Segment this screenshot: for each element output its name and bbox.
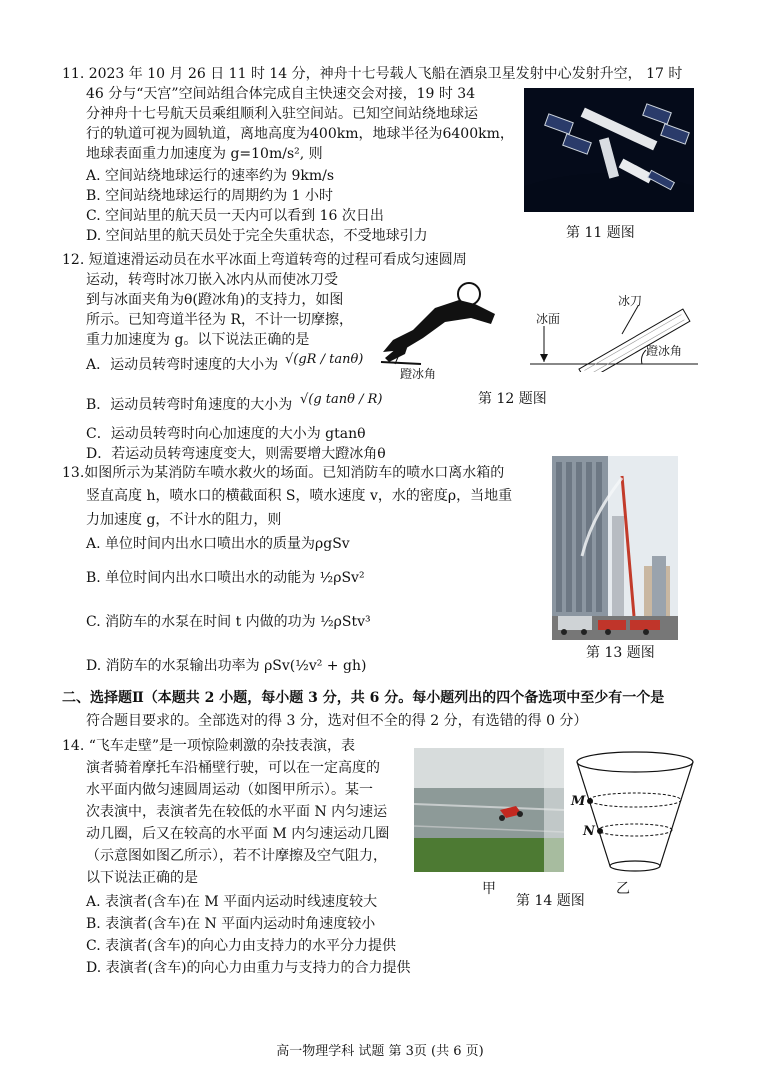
q13-line-3: 力加速度 g，不计水的阻力，则 [86, 512, 282, 528]
plane-n-label: N [583, 824, 595, 839]
q14-line-1: 14. “飞车走壁”是一项惊险刺激的杂技表演，表 [62, 738, 356, 754]
q11-option-c: C. 空间站里的航天员一天内可以看到 16 次日出 [86, 208, 384, 224]
q14-figure-caption: 第 14 题图 [516, 893, 585, 909]
q14-line-3: 水平面内做匀速圆周运动（如图甲所示）。某一 [86, 782, 373, 798]
q12-option-b: B．运动员转弯时角速度的大小为 [86, 397, 293, 413]
q11-line-3: 分神舟十七号航天员乘组顺利入驻空间站。已知空间站绕地球运 [86, 106, 478, 122]
q11-option-a: A. 空间站绕地球运行的速率约为 9km/s [86, 168, 335, 184]
q14-line-6: （示意图如图乙所示），若不计摩擦及空气阻力， [86, 848, 387, 864]
q12-option-a: A．运动员转弯时速度的大小为 [86, 357, 279, 373]
skater-illustration [375, 278, 505, 380]
q11-line-2: 46 分与“天宫”空间站组合体完成自主快速交会对接，19 时 34 [86, 86, 476, 102]
space-station-photo [524, 88, 694, 212]
q14-line-4: 次表演中，表演者先在较低的水平面 N 内匀速运 [86, 804, 388, 820]
q11-figure-caption: 第 11 题图 [566, 225, 635, 241]
q13-line-1: 13.如图所示为某消防车喷水救火的场面。已知消防车的喷水口离水箱的 [62, 465, 505, 481]
q11-line-5: 地球表面重力加速度为 g=10m/s², 则 [86, 146, 323, 162]
q11-option-d: D. 空间站里的航天员处于完全失重状态，不受地球引力 [86, 228, 428, 244]
section-2-heading-line-2: 符合题目要求的。全部选对的得 3 分，选对但不全的得 2 分，有选错的得 0 分） [86, 713, 588, 729]
figure-14-yi-label: 乙 [616, 881, 630, 897]
q13-option-d: D. 消防车的水泵输出功率为 ρSv(½v² + gh) [86, 658, 367, 674]
plane-m-label: M [571, 794, 586, 809]
q14-option-b: B. 表演者(含车)在 N 平面内运动时角速度较小 [86, 916, 376, 932]
q14-line-5: 动几圈，后又在较高的水平面 M 内匀速运动几圈 [86, 826, 390, 842]
q12-line-2: 运动，转弯时冰刀嵌入冰内从而使冰刀受 [86, 272, 338, 288]
q12-line-1: 12. 短道速滑运动员在水平冰面上弯道转弯的过程可看成匀速圆周 [62, 252, 467, 268]
q14-option-c: C. 表演者(含车)的向心力由支持力的水平分力提供 [86, 938, 397, 954]
q12-option-a-formula: √(gR / tanθ) [285, 352, 364, 367]
ice-surface-label: 冰面 [536, 312, 561, 326]
q13-line-2: 竖直高度 h，喷水口的横截面积 S，喷水速度 v，水的密度ρ，当地重 [86, 488, 513, 504]
q14-option-d: D. 表演者(含车)的向心力由重力与支持力的合力提供 [86, 960, 411, 976]
fire-truck-photo [552, 456, 678, 640]
ice-blade-diagram [528, 290, 700, 372]
q12-option-b-formula: √(g tanθ / R) [300, 392, 383, 407]
blade-angle-label: 蹬冰角 [646, 344, 683, 358]
ice-blade-label: 冰刀 [618, 294, 643, 308]
q13-option-b: B. 单位时间内出水口喷出水的动能为 ½ρSv² [86, 570, 365, 586]
q13-option-a: A. 单位时间内出水口喷出水的质量为ρgSv [86, 536, 350, 552]
bucket-diagram [570, 748, 700, 878]
section-2-heading-line-1: 二、选择题Ⅱ（本题共 2 小题，每小题 3 分，共 6 分。每小题列出的四个备选项中至少有一个是 [62, 690, 665, 706]
q12-figure-caption: 第 12 题图 [478, 391, 547, 407]
q12-line-4: 所示。已知弯道半径为 R，不计一切摩擦， [86, 312, 353, 328]
q13-option-c: C. 消防车的水泵在时间 t 内做的功为 ½ρStv³ [86, 614, 371, 630]
figure-14-jia-label: 甲 [482, 881, 496, 897]
q13-figure-caption: 第 13 题图 [586, 645, 655, 661]
q12-option-d: D．若运动员转弯速度变大，则需要增大蹬冰角θ [86, 446, 386, 462]
q12-line-3: 到与冰面夹角为θ(蹬冰角)的支持力，如图 [86, 292, 344, 308]
skater-angle-label: 蹬冰角 [400, 367, 437, 381]
wall-of-death-photo [414, 748, 564, 872]
q12-option-c: C．运动员转弯时向心加速度的大小为 gtanθ [86, 426, 366, 442]
q11-line-1: 11. 2023 年 10 月 26 日 11 时 14 分，神舟十七号载人飞船在酒泉卫星发射中心发射升空， 17 时 [62, 66, 683, 82]
q14-line-2: 演者骑着摩托车沿桶壁行驶，可以在一定高度的 [86, 760, 380, 776]
q11-option-b: B. 空间站绕地球运行的周期约为 1 小时 [86, 188, 333, 204]
page-footer: 高一物理学科 试题 第 3页 (共 6 页) [276, 1044, 484, 1059]
q12-line-5: 重力加速度为 g。以下说法正确的是 [86, 332, 310, 348]
q14-line-7: 以下说法正确的是 [86, 870, 198, 886]
q11-line-4: 行的轨道可视为圆轨道，离地高度为400km，地球半径为6400km， [86, 126, 514, 142]
q14-option-a: A. 表演者(含车)在 M 平面内运动时线速度较大 [86, 894, 378, 910]
